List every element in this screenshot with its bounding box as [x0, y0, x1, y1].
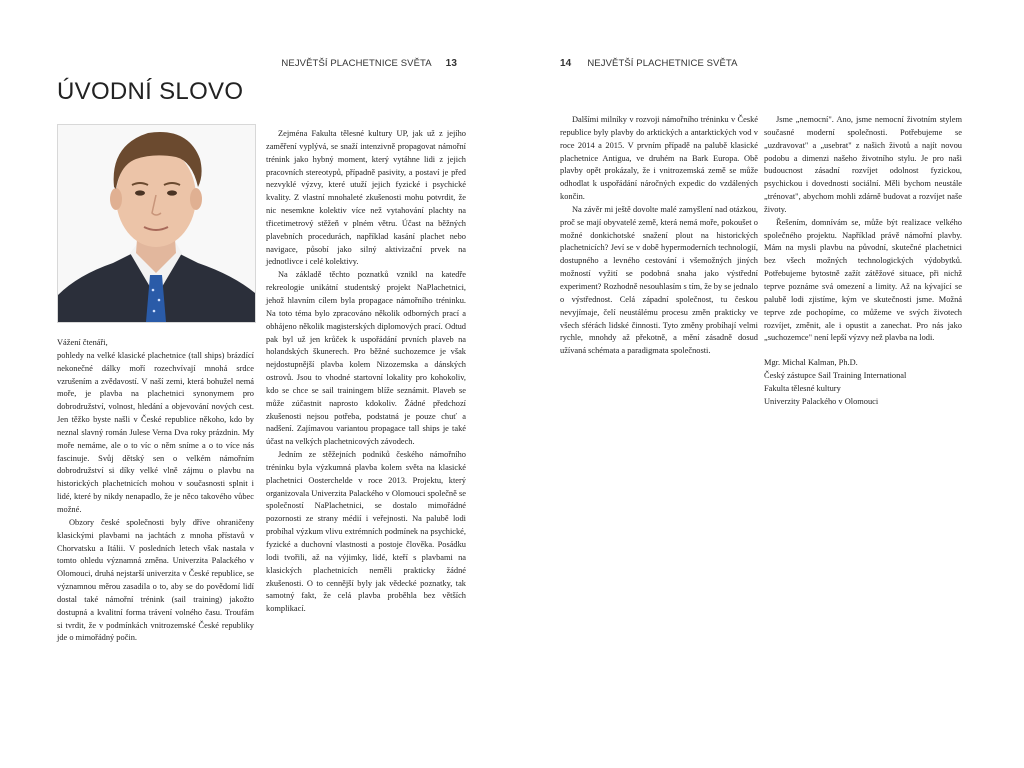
salutation: Vážení čtenáři, [57, 338, 108, 347]
paragraph: Na základě těchto poznatků vznikl na katedře rekreologie unikátní studentský projekt NaPlachetnici, jehož hlavním cílem byla propagace námořního tréninku. Na toto téma bylo zpracováno několik odborných prací a obhájeno několik magisterských diplomových prací. Odtud pak byl už jen krůček k uspořádání prvních plaveb na holandských škunerech. Pro běžné suchozemce je však nejdostupnější plavba kolem Nizozemska a dánských ostrovů. Jsou to vhodné startovní lokality pro kohokoliv, kdo se chce se sail trainingem blíže seznámit. Plaveb se může zúčastnit naprosto kdokoliv. Žádné předchozí zkušenosti nejsou potřeba, podstatná je pouze chuť a nadšení. Zajímavou variantou propagace tall ships je také účast na velkých plachetnicových závodech. [266, 270, 466, 447]
paragraph: Obzory české společnosti byly dříve ohraničeny klasickými plavbami na jachtách z mnoha přístavů v Chorvatsku a Itálii. V posledních letech však nastala v tomto ohledu významná změna. Univerzita Palackého v Olomouci, druhá nejstarší univerzita v České republice, se významnou měrou zasadila o to, aby se do povědomí lidí dostal také námořní trénink (sail training) jakožto dostupná a kvalitní forma trávení volného času. Troufám si tvrdit, že v podmínkách vnitrozemské České republiky jde o mimořádný počin. [57, 517, 254, 643]
signature-university: Univerzity Palackého v Olomouci [764, 396, 879, 406]
page-number: 14 [560, 58, 572, 69]
left-column-2 [266, 128, 466, 616]
paragraph: Dalšími milníky v rozvoji námořního tréninku v České republice byly plavby do arktických a antarktických vod v roce 2014 a 2015. V prvním případě na palubě klasické plachetnice Antigua, ve druhém na Bark Europa. Obě plavby opět prokázaly, že i vnitrozemská země se může odhodlat k uspořádání náročných expedic do vzdálených končin. [560, 115, 758, 202]
running-head-title: NEJVĚTŠÍ PLACHETNICE SVĚTA [587, 58, 738, 69]
paragraph: Jsme „nemocní". Ano, jsme nemocní životním stylem současné moderní společnosti. Potřebujeme se „uzdravovat" a „usebrat" z našich životů a najít novou podobu a dimenzi našeho životního stylu. Je pro naši budoucnost zásadní rozvíjet odolnost fyzickou, psychickou i dovednosti sociální. Měli bychom neustále „trénovat", abychom mohli zdárně budovat a rozvíjet naše životy. [764, 115, 962, 214]
signature-block [764, 357, 962, 408]
signature-role: Český zástupce Sail Training International [764, 371, 907, 381]
portrait-image [58, 125, 255, 322]
right-column-1 [560, 114, 758, 358]
portrait-photo [57, 124, 256, 323]
signature-faculty: Fakulta tělesné kultury [764, 383, 841, 393]
paragraph: pohledy na velké klasické plachetnice (tall ships) brázdící nekonečné dálky moří rozechvívají mnohá srdce vzrušením a zvědavostí. V naší zemi, která bohužel nemá moře, je plavba na plachetnici synonymem pro dobrodružství, volnost, hledání a objevování nových cest. Jen těžko byste našli v České republice někoho, kdo by neznal slavný román Julese Verna Dva roky prázdnin. My moře nemáme, ale o to víc o něm sníme a o to více nás fascinuje. Svůj dětský sen o velkém námořním dobrodružství si díky velké vlně zájmu o plavbu na historických plachetnicích mohou v současnosti splnit i lidé, které by nikdy nenapadlo, že je něco takového vůbec možné. [57, 350, 254, 514]
signature-name: Mgr. Michal Kalman, Ph.D. [764, 358, 858, 368]
running-head-right [560, 58, 738, 69]
paragraph: Řešením, domnívám se, může být realizace velkého společného projektu. Například právě námořní plavby. Mám na mysli plavbu na původní, skutečné plachetnici bez všech možných technologických výdobytků. Potřebujeme bytostně zažít zátěžové situace, při nichž teprve poznáme svá omezení a limity. Až na kývající se palubě lodi zjistíme, kým ve skutečnosti jsme. Možná teprve zde pochopíme, co můžeme ve svých životech rozvíjet, změnit, ale i opustit a zanechat. Pro nás jako „suchozemce" není lepší výzvy než plavba na lodi. [764, 217, 962, 343]
running-head-left [281, 58, 457, 69]
running-head-title: NEJVĚTŠÍ PLACHETNICE SVĚTA [281, 58, 432, 69]
page-title: ÚVODNÍ SLOVO [57, 78, 244, 105]
paragraph: Na závěr mi ještě dovolte malé zamyšlení nad otázkou, proč se mají obyvatelé země, která nemá moře, pokoušet o možné donkichotské snažení plout na historických plachetnicích? Jeví se v době hypermoderních technologií, dostupného a levného cestování i všemožných jiných možností vyžití se podobná snaha jako výstřední experiment? Rozhodně nesouhlasím s tím, že by se jednalo o výstřednost. Celá západní společnost, tu českou nevyjímaje, čelí neustálému procesu změn prakticky ve všech sférách lidské činnosti. Tyto změny probíhají velmi rychle, mnohdy až překotně, a mění zásadně dosud užívaná schémata a paradigmata společnosti. [560, 204, 758, 356]
paragraph: Zejména Fakulta tělesné kultury UP, jak už z jejího zaměření vyplývá, se snaží intenzivně propagovat námořní trénink jako hybný moment, který vytáhne lidi z jejich pracovních stereotypů, případně pasivity, a postaví je před nezvyklé výzvy, které utuží jejich fyzické i psychické kvality. Z vlastní mnohaleté zkušenosti mohu potvrdit, že nic nesemkne kolektiv více než vytahování plachty na třicetimetrový stěžeň v plném větru. Účast na běžných plavebních procedurách, například kasání plachet nebo navigace, působí jako silný aktivizační prvek na jednotlivce i celé kolektivy. [266, 129, 466, 267]
paragraph: Jedním ze stěžejních podniků českého námořního tréninku byla výzkumná plavba kolem světa na klasické plachetnici Oosterchelde v roce 2013. Projektu, který organizovala Univerzita Palackého v Olomouci společně se společností NaPlachetnici, se dostalo mimořádné pozornosti ze strany médií i veřejnosti. Na palubě lodi probíhal výzkum vlivu extrémních podmínek na psychické, fyzické a duchovní vlastnosti a postoje člověka. Posádku lodi tvořili, až na výjimky, lidé, kteří s plavbami na klasických plachetnicích neměli prakticky žádné zkušenosti. O to cennější byly jak vědecké poznatky, tak samotný fakt, že celá plavba proběhla bez větších komplikací. [266, 450, 466, 614]
left-column-1 [57, 337, 254, 645]
right-column-2 [764, 114, 962, 409]
page-number: 13 [445, 58, 457, 69]
